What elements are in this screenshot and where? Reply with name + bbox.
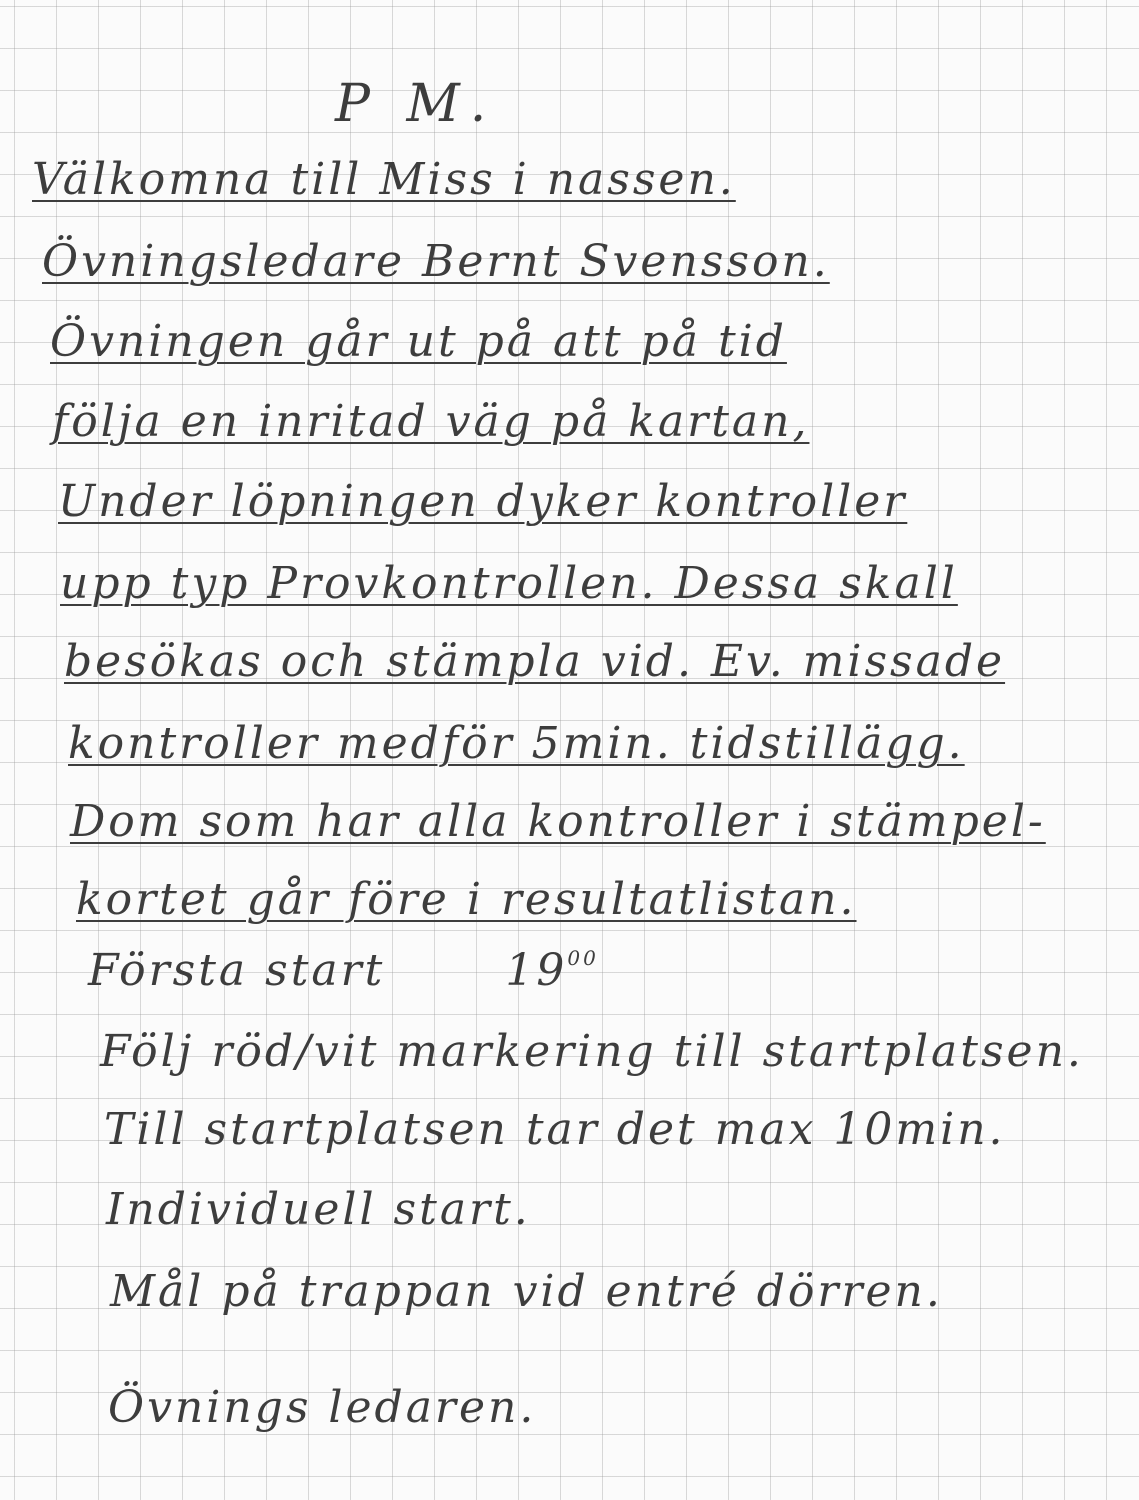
instruction-line-2: Till startplatsen tar det max 10min. xyxy=(104,1104,1006,1155)
first-start-line xyxy=(88,945,599,996)
text-line-4: följa en inritad väg på kartan, xyxy=(52,396,810,447)
text-line-1: Välkomna till Miss i nassen. xyxy=(32,154,736,205)
text-line-7: besökas och stämpla vid. Ev. missade xyxy=(64,636,1006,687)
text-line-9: Dom som har alla kontroller i stämpel- xyxy=(70,796,1046,847)
instruction-line-1: Följ röd/vit markering till startplatsen. xyxy=(100,1026,1084,1077)
first-start-hour: 19 xyxy=(505,945,568,996)
text-line-8: kontroller medför 5min. tidstillägg. xyxy=(68,718,965,769)
signature: Övnings ledaren. xyxy=(108,1382,537,1433)
text-line-6: upp typ Provkontrollen. Dessa skall xyxy=(60,558,958,609)
instruction-line-3: Individuell start. xyxy=(106,1184,531,1235)
instruction-line-4: Mål på trappan vid entré dörren. xyxy=(110,1266,943,1317)
text-line-5: Under löpningen dyker kontroller xyxy=(58,476,908,527)
text-line-10: kortet går före i resultatlistan. xyxy=(76,874,857,925)
text-line-3: Övningen går ut på att på tid xyxy=(50,316,787,367)
text-line-2: Övningsledare Bernt Svensson. xyxy=(42,236,830,287)
heading: P M. xyxy=(335,74,497,134)
first-start-minutes: 00 xyxy=(567,946,599,970)
first-start-label: Första start xyxy=(88,945,386,996)
